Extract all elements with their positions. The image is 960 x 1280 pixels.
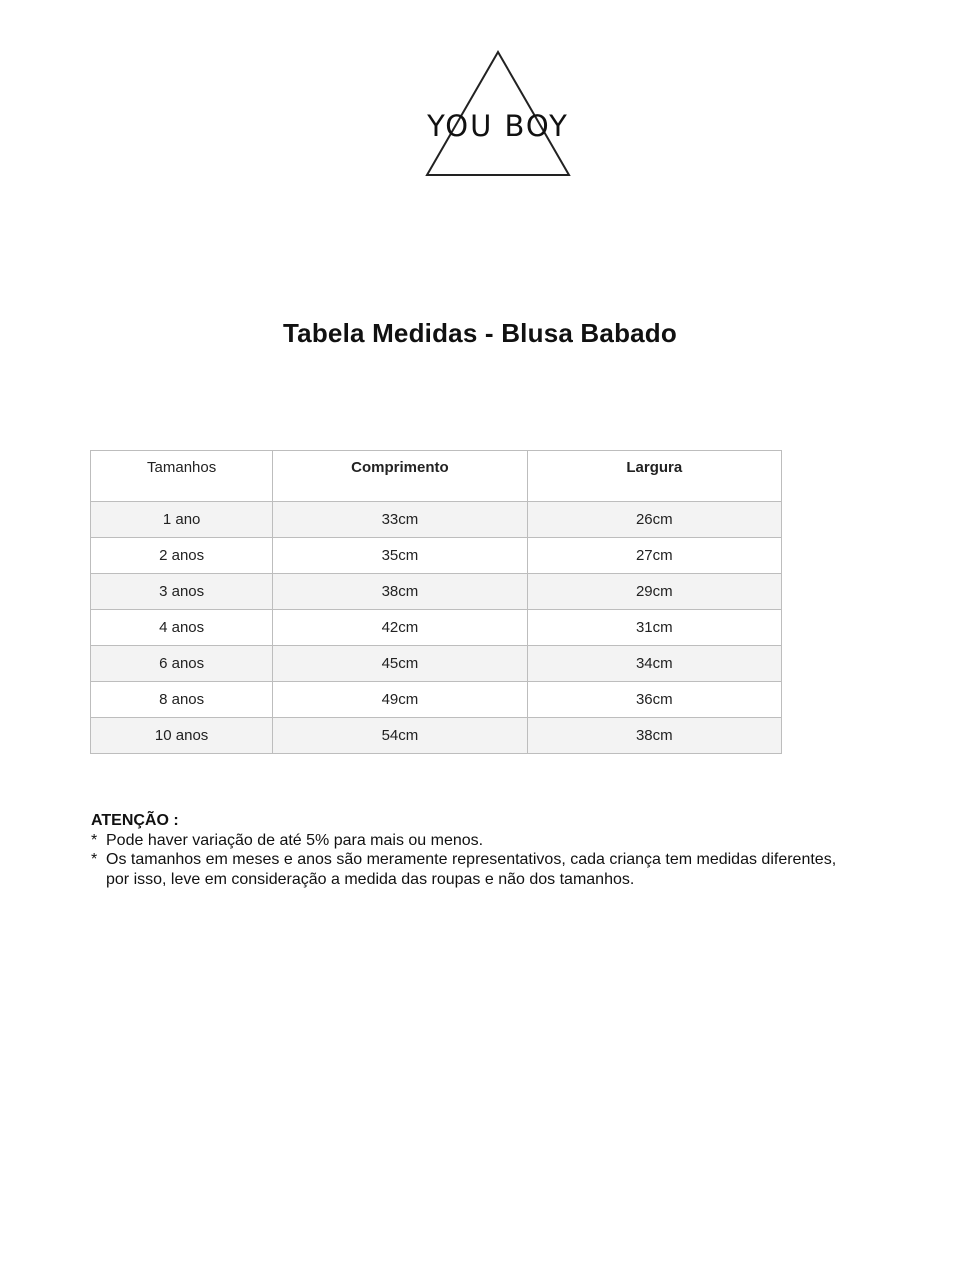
table-row bbox=[91, 646, 782, 682]
note-text: Pode haver variação de até 5% para mais ou menos. bbox=[106, 831, 484, 849]
page-title: Tabela Medidas - Blusa Babado bbox=[283, 318, 677, 348]
note-text: Os tamanhos em meses e anos são meramente representativos, cada criança tem medidas diferentes, por isso, leve em consideração a medida das roupas e não dos tamanhos. bbox=[106, 851, 837, 888]
header-tamanhos: Tamanhos bbox=[91, 451, 273, 502]
brand-logo bbox=[418, 48, 578, 180]
length-cell: 38cm bbox=[273, 574, 527, 610]
table-header-row bbox=[91, 451, 782, 502]
table-row bbox=[91, 610, 782, 646]
note-item bbox=[91, 831, 851, 851]
table-row bbox=[91, 538, 782, 574]
size-cell: 4 anos bbox=[91, 610, 273, 646]
width-cell: 29cm bbox=[527, 574, 781, 610]
triangle-logo-icon bbox=[418, 48, 578, 180]
header-largura: Largura bbox=[527, 451, 781, 502]
logo-text: YOU BOY bbox=[427, 109, 569, 143]
length-cell: 33cm bbox=[273, 502, 527, 538]
table-row bbox=[91, 682, 782, 718]
length-cell: 35cm bbox=[273, 538, 527, 574]
width-cell: 31cm bbox=[527, 610, 781, 646]
table-row bbox=[91, 502, 782, 538]
length-cell: 49cm bbox=[273, 682, 527, 718]
width-cell: 27cm bbox=[527, 538, 781, 574]
size-cell: 1 ano bbox=[91, 502, 273, 538]
table-row bbox=[91, 718, 782, 754]
note-item bbox=[91, 850, 851, 889]
size-cell: 10 anos bbox=[91, 718, 273, 754]
size-cell: 2 anos bbox=[91, 538, 273, 574]
width-cell: 26cm bbox=[527, 502, 781, 538]
length-cell: 54cm bbox=[273, 718, 527, 754]
length-cell: 45cm bbox=[273, 646, 527, 682]
size-cell: 3 anos bbox=[91, 574, 273, 610]
width-cell: 38cm bbox=[527, 718, 781, 754]
width-cell: 36cm bbox=[527, 682, 781, 718]
size-cell: 8 anos bbox=[91, 682, 273, 718]
length-cell: 42cm bbox=[273, 610, 527, 646]
note-bullet: * bbox=[91, 831, 98, 849]
width-cell: 34cm bbox=[527, 646, 781, 682]
size-cell: 6 anos bbox=[91, 646, 273, 682]
attention-notes bbox=[91, 811, 851, 889]
size-table bbox=[90, 450, 782, 754]
notes-heading: ATENÇÃO : bbox=[91, 812, 179, 829]
header-comprimento: Comprimento bbox=[273, 451, 527, 502]
table-row bbox=[91, 574, 782, 610]
note-bullet: * bbox=[91, 851, 98, 868]
